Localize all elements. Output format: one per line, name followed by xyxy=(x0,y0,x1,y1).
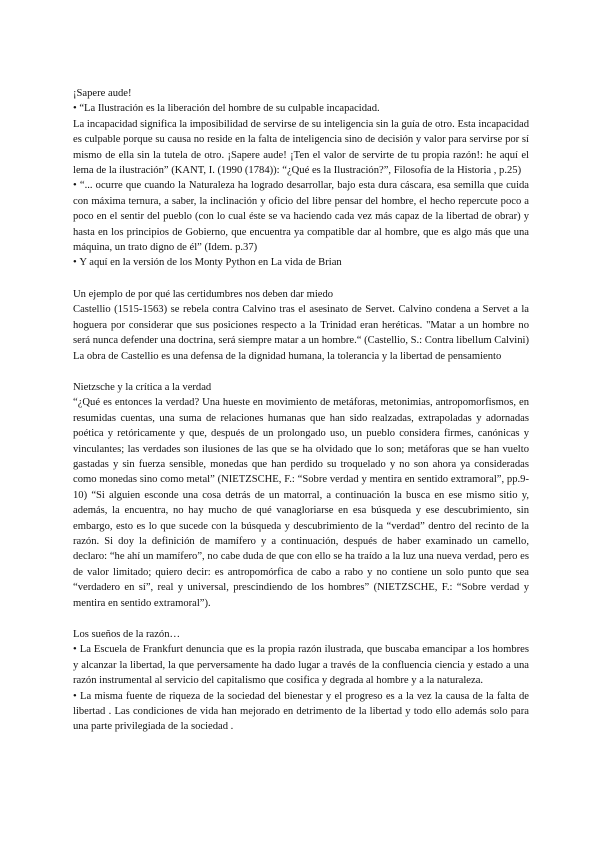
document-body xyxy=(73,86,529,735)
section-suenos-razon xyxy=(73,627,529,735)
bullet-paragraph: • “La Ilustración es la liberación del hombre de su culpable incapacidad. xyxy=(73,101,529,116)
section-nietzsche xyxy=(73,380,529,611)
section-heading: Los sueños de la razón… xyxy=(73,629,181,640)
paragraph: La incapacidad significa la imposibilidad de servirse de su inteligencia sin la guía de otro. Esta incapacidad es culpable porque su causa no reside en la falta de inteligencia sino de decisión y valor para servirse por sí mismo de ella sin la tutela de otro. ¡Sapere aude! ¡Ten el valor de servirte de tu propia razón!: he aquí el lema de la ilustración” (KANT, I. (1990 (1784)): “¿Qué es la Ilustración?”, Filosofía de la Historia , p.25) xyxy=(73,118,529,177)
section-spacer xyxy=(73,611,529,627)
section-heading: Nietzsche y la crítica a la verdad xyxy=(73,381,212,393)
bullet-paragraph: • “... ocurre que cuando la Naturaleza ha logrado desarrollar, bajo esta dura cáscara, esa semilla que cuida con máxima ternura, a saber, la inclinación y oficio del libre pensar del hombre, el hecho repercute poco a poco en el sentir del pueblo (con lo cual éste se va haciendo cada vez más capaz de la libertad de obrar) y hasta en los principios de Gobierno, que encuentra ya compatible dar al hombre, que es algo más que una máquina, un trato digno de él” (Idem. p.37) xyxy=(73,178,529,255)
section-heading: ¡Sapere aude! xyxy=(73,88,132,99)
section-sapere-aude xyxy=(73,86,529,271)
bullet-paragraph: • La Escuela de Frankfurt denuncia que es la propia razón ilustrada, que buscaba emancipar a los hombres y alcanzar la libertad, la que perversamente ha dado lugar a través de la confluencia ciencia y estado a una razón instrumental al servicio del capitalismo que cosifica y degrada al hombre y a la naturaleza. xyxy=(73,642,529,688)
bullet-paragraph: • La misma fuente de riqueza de la sociedad del bienestar y el progreso es a la vez la causa de la falta de libertad . Las condiciones de vida han mejorado en detrimento de la libertad y todo ello además solo para una parte privilegiada de la sociedad . xyxy=(73,689,529,735)
paragraph: “¿Qué es entonces la verdad? Una hueste en movimiento de metáforas, metonimias, antropomorfismos, en resumidas cuentas, una suma de relaciones humanas que han sido realzadas, extrapoladas y adornadas poética y retóricamente y que, después de un prolongado uso, un pueblo considera firmes, canónicas y vinculantes; las verdades son ilusiones de las que se ha olvidado que lo son; metáforas que se han vuelto gastadas y sin fuerza sensible, monedas que han perdido su troquelado y no son ahora ya consideradas como monedas sino como metal” (NIETZSCHE, F.: “Sobre verdad y mentira en sentido extramoral”, pp.9-10) “Si alguien esconde una cosa detrás de un matorral, a continuación la busca en ese mismo sitio y, además, la encuentra, no hay mucho de qué vanagloriarse en esa búsqueda y ese descubrimiento, sin embargo, esto es lo que sucede con la búsqueda y descubrimiento de la “verdad” dentro del recinto de la razón. Si doy la definición de mamífero y a continuación, después de haber examinado un camello, declaro: “he ahí un mamífero”, no cabe duda de que con ello se ha traído a la luz una nueva verdad, pero es de valor limitado; quiero decir: es antropomórfica de cabo a rabo y no contiene un solo punto que sea “verdadero en sí”, real y universal, prescindiendo de los hombres” (NIETZSCHE, F.: “Sobre verdad y mentira en sentido extramoral”). xyxy=(73,397,529,609)
section-certidumbres xyxy=(73,287,529,364)
section-heading: Un ejemplo de por qué las certidumbres nos deben dar miedo xyxy=(73,288,334,300)
paragraph: Castellio (1515-1563) se rebela contra Calvino tras el asesinato de Servet. Calvino condena a Servet a la hoguera por considerar que sus posiciones respecto a la Trinidad eran heréticas. "Matar a un hombre no será nunca defender una doctrina, será siempre matar a un hombre.“ (Castellio, S.: Contra libellum Calvini) La obra de Castellio es una defensa de la dignidad humana, la tolerancia y la libertad de pensamiento xyxy=(73,304,529,362)
bullet-paragraph: • Y aquí en la versión de los Monty Python en La vida de Brian xyxy=(73,255,529,270)
section-spacer xyxy=(73,364,529,380)
section-spacer xyxy=(73,271,529,287)
